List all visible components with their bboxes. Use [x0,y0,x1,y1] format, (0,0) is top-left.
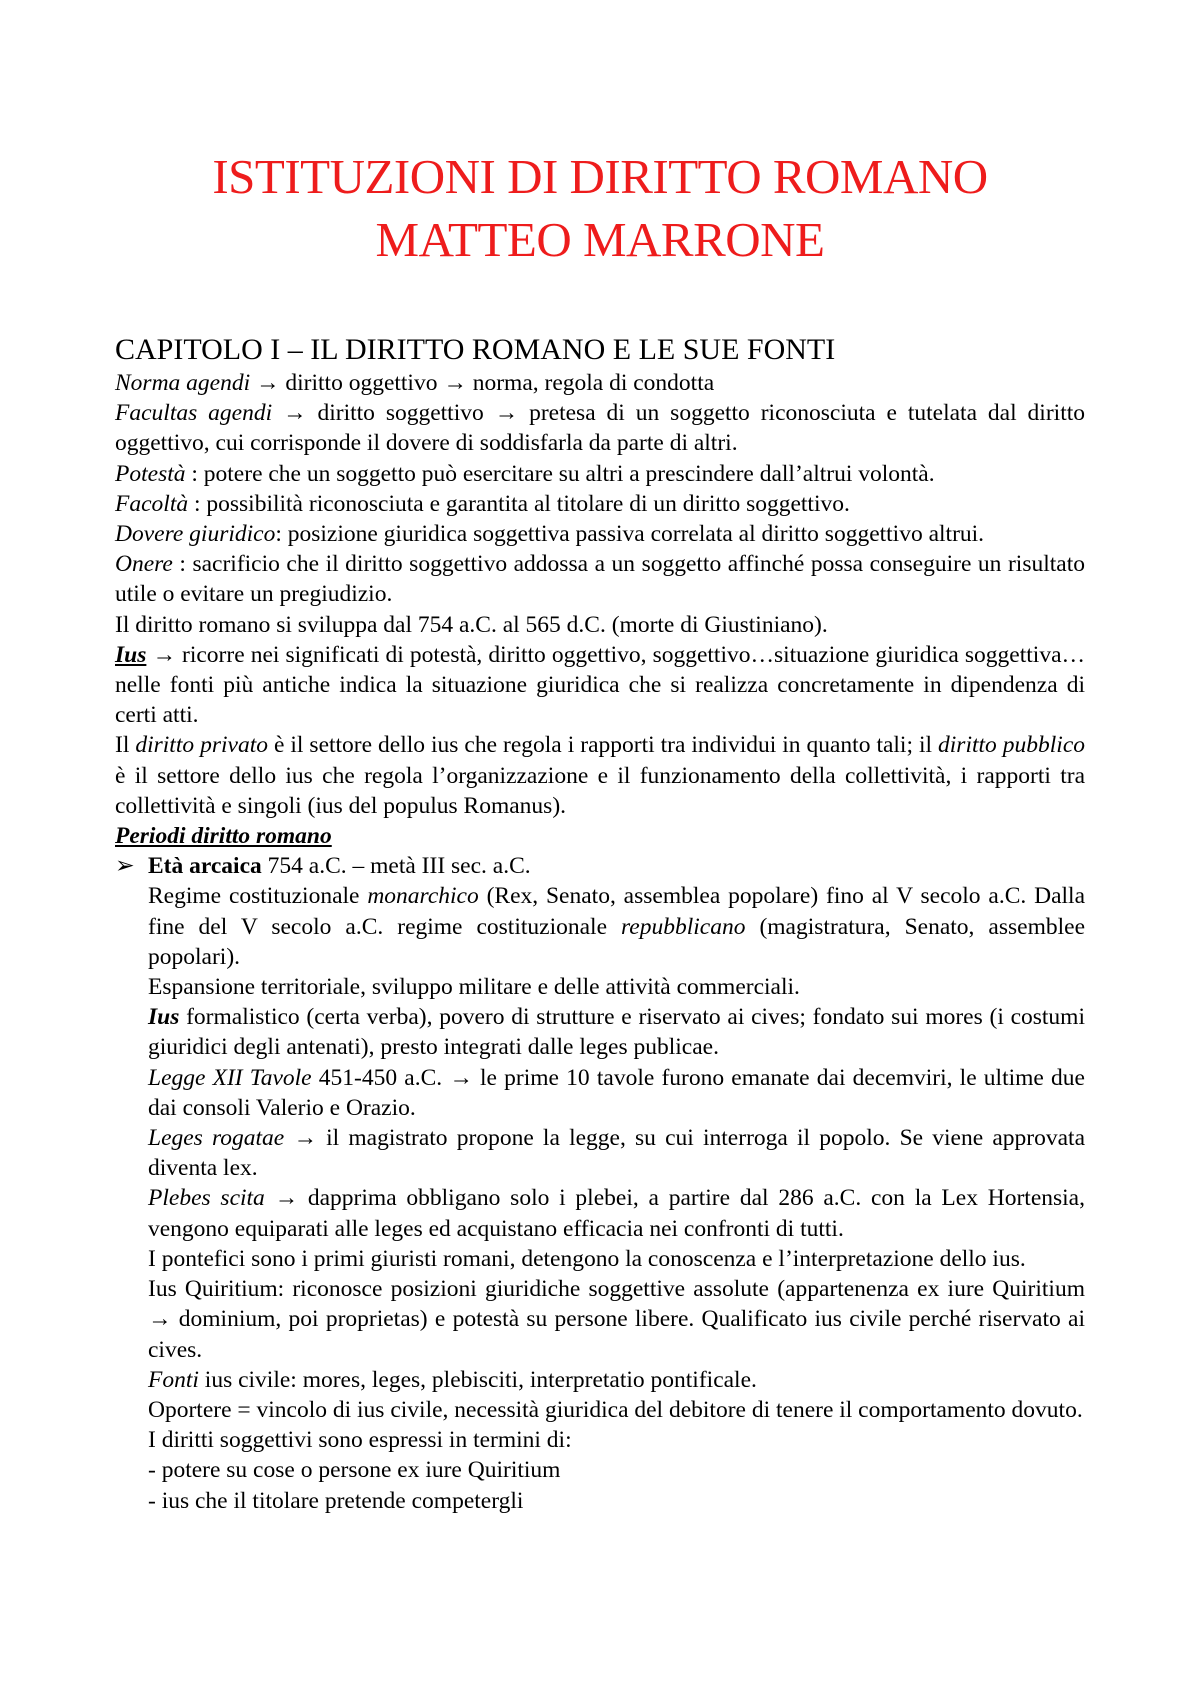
term: Norma agendi [115,370,251,396]
term: monarchico [367,883,479,910]
paragraph-pontefici: I pontefici sono i primi giuristi romani, detengono la conoscenza e l’interpretazione dello ius. [148,1245,1026,1272]
paragraph-leges-rogatae [115,1123,1085,1183]
arrow-bullet-icon: ➢ [115,853,135,880]
paragraph-ius-formalistico [115,1002,1085,1062]
term: Età arcaica [148,853,262,880]
paragraph-diritti-soggettivi: I diritti soggettivi sono espressi in termini di: [148,1427,572,1454]
section-heading [115,821,1085,851]
paragraph-espansione: Espansione territoriale, sviluppo militare e delle attività commerciali. [148,974,800,1001]
arrow-icon: → [293,1125,317,1152]
paragraph-text: 451-450 a.C. [311,1064,450,1091]
paragraph-regime [115,881,1085,972]
term: Fonti [148,1366,199,1393]
paragraph-ius [115,640,1085,731]
chapter-heading: CAPITOLO I – IL DIRITTO ROMANO E LE SUE FONTI [115,333,836,366]
paragraph-text: diritto soggettivo [306,400,495,427]
paragraph-text: Ius Quiritium: riconosce posizioni giuridiche soggettive assolute (appartenenza ex iure Quiritium [148,1276,1085,1303]
paragraph-text: : potere che un soggetto può esercitare su altri a prescindere dall’altrui volontà. [185,460,935,487]
paragraph-xii-tavole [115,1063,1085,1123]
paragraph-text: è il settore dello ius che regola l’organizzazione e il funzionamento della collettività, i rapporti tra collettività e singoli (ius del populus Romanus). [115,762,1085,819]
paragraph-text: ricorre nei significati di potestà, diritto oggettivo, soggettivo…situazione giuridica soggettiva… nelle fonti più antiche indica la situazione giuridica che si realizza concretamente in dipendenza di certi atti. [115,641,1086,729]
paragraph-text: Regime costituzionale [148,883,368,910]
paragraph-text: (magistratura, Senato, assemblee popolari). [148,913,1086,970]
term: Leges rogatae [148,1125,285,1152]
arrow-icon: → [256,370,280,396]
list-item-potere: - potere su cose o persone ex iure Quiritium [148,1457,561,1484]
paragraph-text: : posizione giuridica soggettiva passiva correlata al diritto soggettivo altrui. [275,521,985,548]
arrow-icon: → [274,1185,299,1212]
paragraph-text: : possibilità riconosciuta e garantita al titolare di un diritto soggettivo. [188,490,850,517]
term: Onere [115,551,173,578]
paragraph-oportere: Oportere = vincolo di ius civile, necessità giuridica del debitore di tenere il comportamento dovuto. [148,1396,1083,1423]
term: Ius [148,1004,180,1031]
arrow-icon: → [148,1306,172,1333]
paragraph-facolta [115,489,1085,519]
paragraph-facultas-agendi [115,398,1085,458]
term: Facoltà [115,490,189,517]
paragraph-text: pretesa di un soggetto riconosciuta e tutelata dal diritto oggettivo, cui corrisponde il dovere di soddisfarla da parte di altri. [115,400,1086,457]
term: repubblicano [621,913,746,940]
term: Dovere giuridico [115,521,276,548]
paragraph-text: 754 a.C. – metà III sec. a.C. [261,853,531,880]
paragraph-plebes-scita [115,1183,1085,1243]
term: Legge XII Tavole [148,1064,312,1091]
section-heading-text: Periodi diritto romano [115,823,332,850]
term: Ius [115,641,147,668]
list-item-ius: - ius che il titolare pretende competergli [148,1487,524,1514]
paragraph-text: il magistrato propone la legge, su cui interroga il popolo. Se viene approvata diventa lex. [148,1125,1085,1182]
term: Plebes scita [148,1185,265,1212]
paragraph-diritto-privato-pubblico [115,730,1085,821]
term: Facultas agendi [115,400,273,427]
term: Potestà [115,460,186,487]
document-author: MATTEO MARRONE [375,212,825,267]
term: diritto pubblico [938,732,1085,759]
arrow-icon: → [443,370,467,396]
paragraph-potesta [115,459,1085,489]
paragraph-text: Il [115,732,136,759]
paragraph-dovere-giuridico [115,519,1085,549]
paragraph-ius-quiritium [115,1274,1085,1365]
arrow-icon: → [283,400,307,427]
paragraph-text: formalistico (certa verba), povero di strutture e riservato ai cives; fondato sui mores (i costumi giuridici degli antenati), presto integrati dalle leges publicae. [148,1004,1085,1061]
paragraph-text: (Rex, Senato, assemblea popolare) fino al V secolo a.C. Dalla fine del V secolo a.C. regime costituzionale [148,883,1086,940]
paragraph-fonti [115,1365,1085,1395]
paragraph-text: le prime 10 tavole furono emanate dai decemviri, le ultime due dai consoli Valerio e Orazio. [148,1064,1085,1121]
paragraph-periodo: Il diritto romano si sviluppa dal 754 a.C. al 565 d.C. (morte di Giustiniano). [115,611,828,638]
term: diritto privato [135,732,268,759]
arrow-icon: → [152,641,176,668]
arrow-icon: → [494,400,519,427]
paragraph-text: norma, regola di condotta [466,370,715,396]
paragraph-norma-agendi [115,368,1085,398]
document-body [115,332,1085,1516]
paragraph-text: è il settore dello ius che regola i rapporti tra individui in quanto tali; il [267,732,939,759]
list-item-eta-arcaica [115,851,1085,881]
paragraph-text: dominium, poi proprietas) e potestà su persone libere. Qualificato ius civile perché riservato ai cives. [148,1306,1085,1363]
paragraph-text: ius civile: mores, leges, plebisciti, interpretatio pontificale. [198,1366,757,1393]
paragraph-text: : sacrificio che il diritto soggettivo addossa a un soggetto affinché possa conseguire un risultato utile o evitare un pregiudizio. [115,551,1085,608]
paragraph-text: diritto oggettivo [279,370,444,396]
paragraph-text: dapprima obbligano solo i plebei, a partire dal 286 a.C. con la Lex Hortensia, vengono equiparati alle leges ed acquistano efficacia nei confronti di tutti. [148,1185,1085,1242]
document-title: ISTITUZIONI DI DIRITTO ROMANO [212,149,988,204]
arrow-icon: → [449,1064,473,1091]
paragraph-onere [115,549,1085,609]
